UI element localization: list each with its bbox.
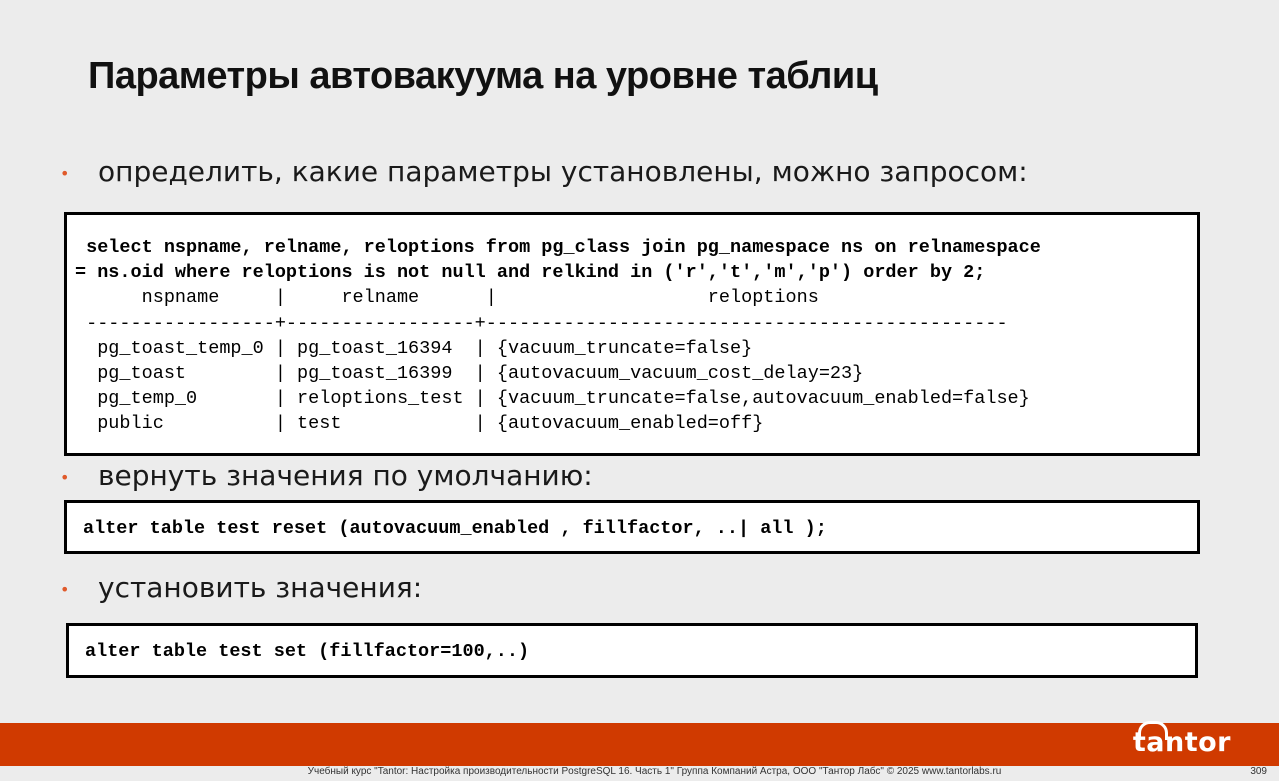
logo-mark-icon: [1138, 721, 1168, 740]
bullet-text: установить значения:: [98, 571, 423, 604]
result-line: public | test | {autovacuum_enabled=off}: [75, 413, 764, 435]
set-command: alter table test set (fillfactor=100,..): [85, 641, 530, 662]
bullet-text: вернуть значения по умолчанию:: [98, 459, 593, 492]
reset-command: alter table test reset (autovacuum_enabled , fillfactor, ..| all );: [83, 518, 827, 539]
footer-bar: [0, 723, 1279, 766]
set-code-block: [66, 623, 1198, 678]
query-line: = ns.oid where reloptions is not null and relkind in ('r','t','m','p') order by 2;: [75, 262, 986, 284]
slide-title: Параметры автовакуума на уровне таблиц: [88, 55, 878, 97]
bullet-dot-icon: •: [60, 580, 70, 599]
result-line: pg_toast_temp_0 | pg_toast_16394 | {vacuum_truncate=false}: [75, 337, 753, 359]
tantor-logo: [1133, 727, 1231, 758]
result-line: -----------------+-----------------+-----------------------------------------------: [75, 312, 1008, 334]
result-line: pg_toast | pg_toast_16399 | {autovacuum_vacuum_cost_delay=23}: [75, 363, 864, 385]
bullet-dot-icon: •: [60, 468, 70, 487]
footer-text: Учебный курс "Tantor: Настройка производительности PostgreSQL 16. Часть 1" Группа Компаний Астра, ООО "Тантор Лабс" © 2025 www.tantorlabs.ru: [307, 766, 1002, 777]
logo-text: tantor: [1132, 727, 1231, 758]
result-line: nspname | relname | reloptions: [75, 287, 819, 309]
query-line: select nspname, relname, reloptions from pg_class join pg_namespace ns on relnamespace: [75, 237, 1041, 258]
page-number: 309: [1250, 766, 1267, 777]
query-code-block: [64, 212, 1200, 456]
bullet-text: определить, какие параметры установлены, можно запросом:: [98, 155, 1028, 188]
reset-code-block: [64, 500, 1200, 554]
result-line: pg_temp_0 | reloptions_test | {vacuum_truncate=false,autovacuum_enabled=false}: [75, 388, 1030, 410]
bullet-dot-icon: •: [60, 164, 70, 183]
